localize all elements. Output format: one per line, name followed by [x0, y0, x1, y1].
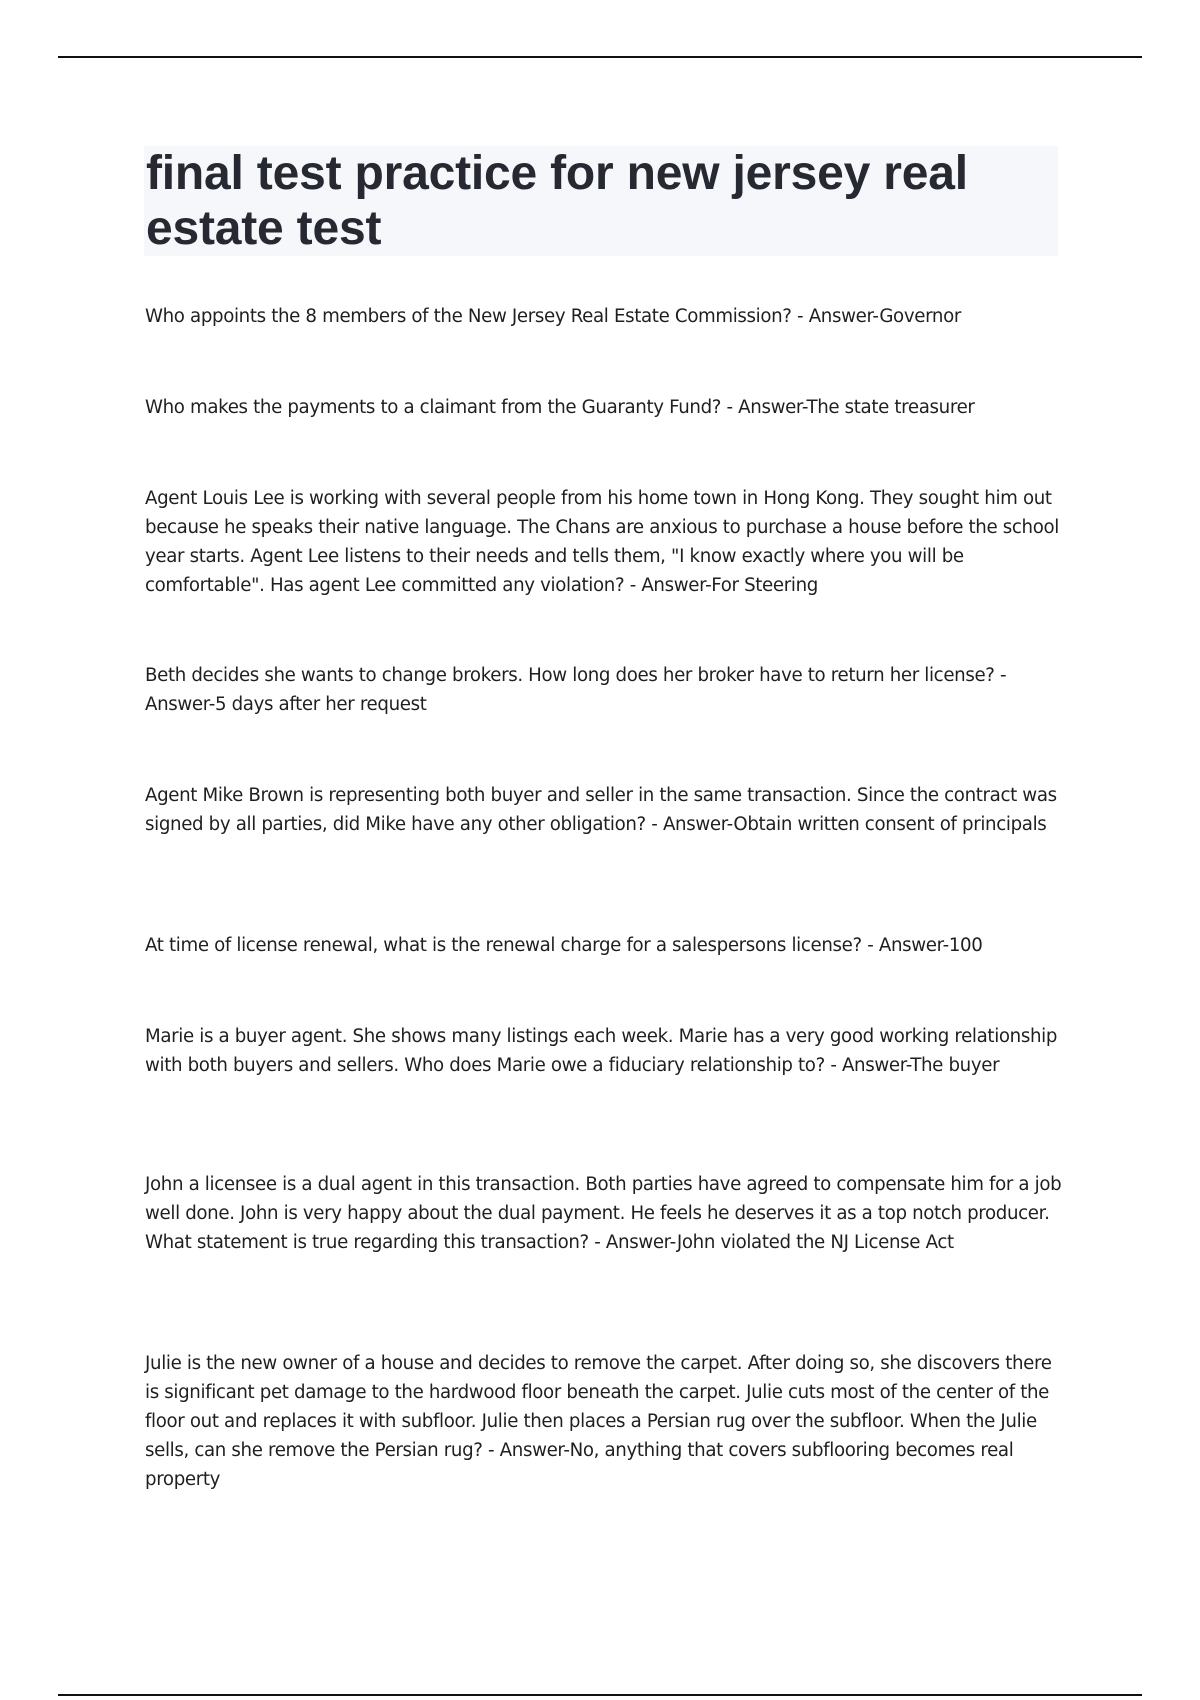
answer-prefix: Answer-: [738, 397, 807, 418]
question-text: Agent Louis Lee is working with several people from his home town in Hong Kong. They sought him out because he speaks their native language. The Chans are anxious to purchase a house before the school year starts. Agent Lee listens to their needs and tells them, "I know exactly where you will be comfortable". Has agent Lee committed any violation?: [145, 488, 1065, 596]
answer-text: For Steering: [711, 575, 818, 596]
answer-text: The state treasurer: [806, 397, 975, 418]
separator: -: [861, 935, 879, 956]
qa-item-8: [145, 1170, 1065, 1257]
question-text: John a licensee is a dual agent in this transaction. Both parties have agreed to compensate him for a job well done. John is very happy about the dual payment. He feels he deserves it as a top notch producer. What statement is true regarding this transaction?: [145, 1174, 1067, 1253]
document-title: final test practice for new jersey real estate test: [146, 147, 968, 255]
top-rule: [58, 56, 1142, 58]
answer-prefix: Answer-: [808, 306, 880, 327]
answer-prefix: Answer-: [145, 694, 215, 715]
qa-item-4: [145, 661, 1065, 719]
bottom-rule: [58, 1694, 1142, 1696]
separator: -: [721, 397, 739, 418]
separator: -: [791, 306, 809, 327]
separator: -: [824, 1055, 842, 1076]
answer-prefix: Answer-: [641, 575, 712, 596]
question-text: Julie is the new owner of a house and decides to remove the carpet. After doing so, she discovers there is significant pet damage to the hardwood floor beneath the carpet. Julie cuts most of the center of the floor out and replaces it with subfloor. Julie then places a Persian rug over the subfloor. When the Julie sells, can she remove the Persian rug?: [145, 1353, 1058, 1461]
question-text: At time of license renewal, what is the renewal charge for a salespersons license?: [145, 935, 862, 956]
qa-item-6: [145, 931, 1065, 960]
qa-item-5: [145, 781, 1065, 839]
separator: -: [482, 1440, 500, 1461]
answer-text: 5 days after her request: [214, 694, 427, 715]
question-text: Who makes the payments to a claimant from the Guaranty Fund?: [145, 397, 722, 418]
qa-item-2: [145, 393, 1065, 422]
answer-text: John violated the NJ License Act: [676, 1232, 954, 1253]
answer-text: No, anything that covers subflooring becomes real property: [145, 1440, 1019, 1490]
qa-item-1: [145, 302, 1065, 331]
answer-prefix: Answer-: [878, 935, 949, 956]
qa-item-9: [145, 1349, 1065, 1494]
answer-text: Governor: [879, 306, 961, 327]
answer-prefix: Answer-: [499, 1440, 570, 1461]
separator: -: [588, 1232, 606, 1253]
question-text: Marie is a buyer agent. She shows many listings each week. Marie has a very good working relationship with both buyers and sellers. Who does Marie owe a fiduciary relationship to?: [145, 1026, 1063, 1076]
qa-item-3: [145, 484, 1065, 600]
separator: -: [645, 814, 663, 835]
question-text: Beth decides she wants to change brokers. How long does her broker have to return her license?: [145, 665, 995, 686]
question-text: Agent Mike Brown is representing both buyer and seller in the same transaction. Since the contract was signed by all parties, did Mike have any other obligation?: [145, 785, 1063, 835]
title-block: [144, 146, 1058, 256]
qa-item-7: [145, 1022, 1065, 1080]
answer-prefix: Answer-: [662, 814, 734, 835]
answer-text: Obtain written consent of principals: [733, 814, 1047, 835]
answer-prefix: Answer-: [841, 1055, 911, 1076]
answer-text: The buyer: [910, 1055, 1000, 1076]
answer-prefix: Answer-: [605, 1232, 677, 1253]
question-text: Who appoints the 8 members of the New Jersey Real Estate Commission?: [145, 306, 792, 327]
answer-text: 100: [948, 935, 983, 956]
separator: -: [624, 575, 642, 596]
separator: -: [994, 665, 1012, 686]
